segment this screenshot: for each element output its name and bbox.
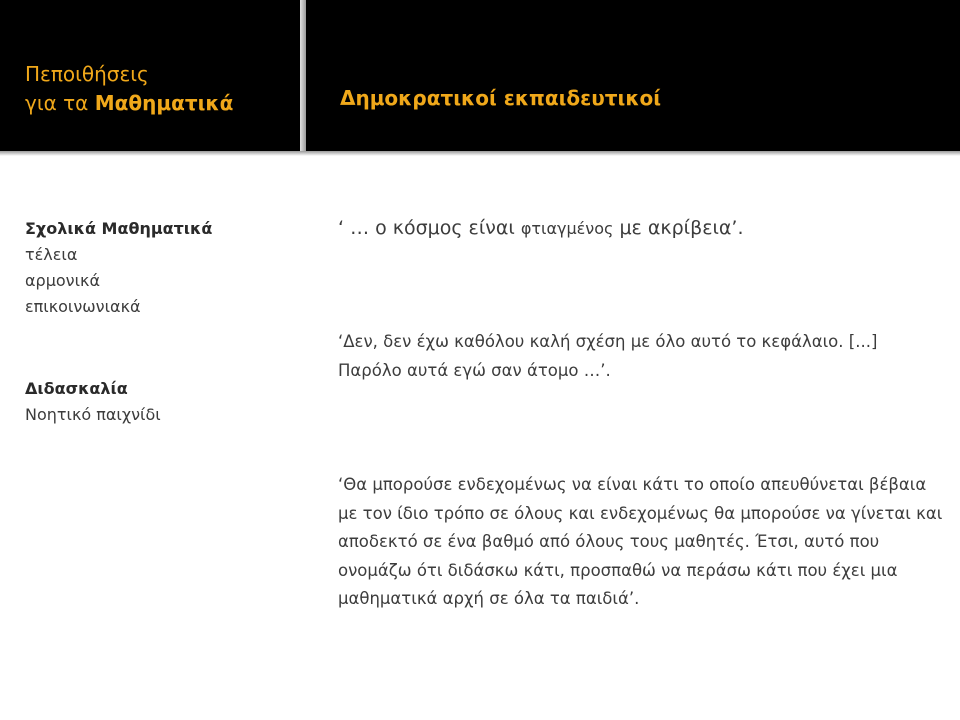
left-column — [25, 216, 212, 428]
header-right-panel — [306, 0, 960, 151]
beliefs-group — [25, 216, 212, 320]
school-math-heading: Σχολικά Μαθηματικά — [25, 219, 213, 238]
quote-1-part-2: με ακρίβεια’. — [613, 217, 744, 239]
quote-1 — [338, 217, 744, 239]
slide-subtitle — [25, 60, 233, 118]
quote-2: ‘Δεν, δεν έχω καθόλου καλή σχέση με όλο αυτό το κεφάλαιο. [...] Παρόλο αυτά εγώ σαν άτομο …’. — [338, 332, 878, 380]
list-item: Νοητικό παιχνίδι — [25, 405, 161, 424]
list-item: αρμονικά — [25, 271, 100, 290]
subtitle-line-2-prefix: για τα — [25, 91, 95, 115]
teaching-heading: Διδασκαλία — [25, 379, 128, 398]
subtitle-line-2-bold: Μαθηματικά — [94, 91, 234, 115]
header-shadow — [0, 151, 960, 156]
teaching-group — [25, 376, 212, 428]
slide-title: Δημοκρατικοί εκπαιδευτικοί — [340, 86, 662, 110]
quote-1-small: φτιαγμένος — [520, 219, 614, 238]
quote-3: ‘Θα μπορούσε ενδεχομένως να είναι κάτι το οποίο απευθύνεται βέβαια με τον ίδιο τρόπο σε όλους και ενδεχομένως θα μπορούσε να γίνεται και αποδεκτό σε ένα βαθμό από όλους τους μαθητές. Έτσι, αυτό που ονομάζω ότι διδάσκω κάτι, προσπαθώ να περάσω κάτι που έχει μια μαθηματικά αρχή σε όλα τα παιδιά’. — [338, 475, 943, 608]
list-item: τέλεια — [25, 245, 78, 264]
subtitle-line-2 — [25, 89, 233, 118]
list-item: επικοινωνιακά — [25, 297, 141, 316]
quote-1-part-1: ‘ … ο κόσμος είναι — [338, 217, 521, 239]
subtitle-line-1: Πεποιθήσεις — [25, 62, 149, 86]
